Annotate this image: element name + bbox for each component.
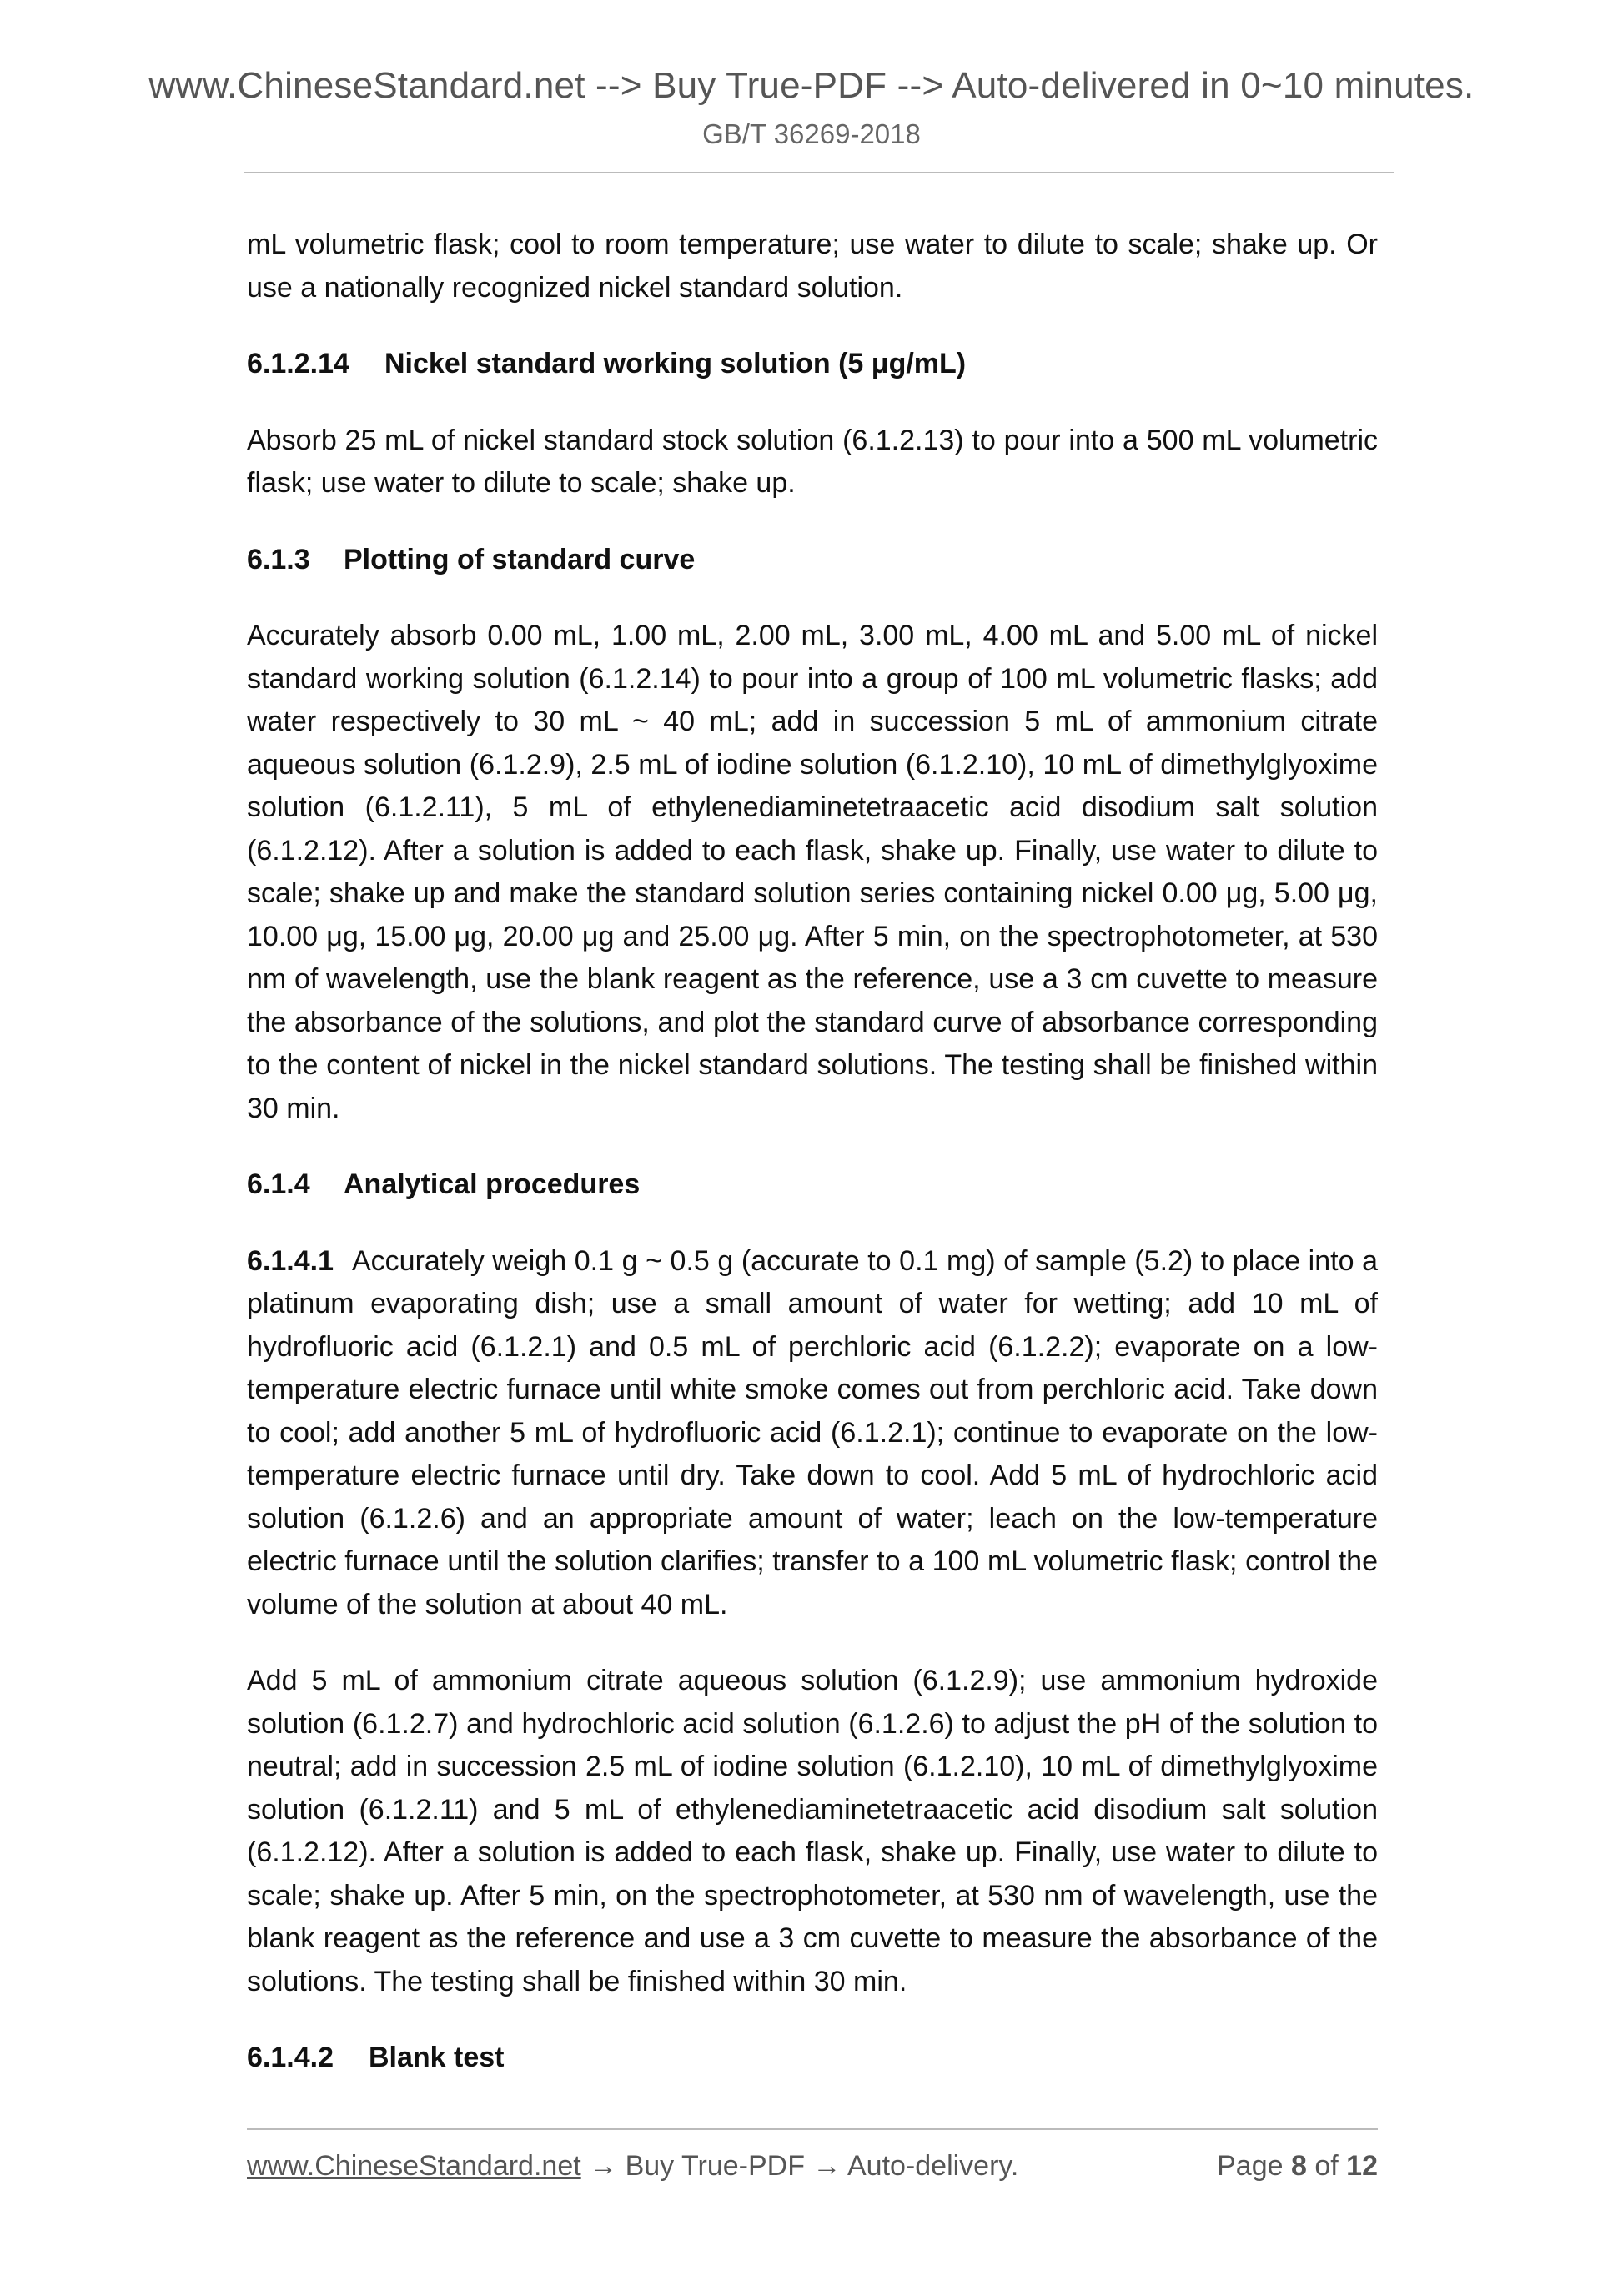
section-number: 6.1.4.2 [247,2042,334,2073]
section-number: 6.1.2.14 [247,348,349,379]
section-heading-6-1-2-14 [247,343,1378,386]
footer-promo-text: → Buy True-PDF → Auto-delivery. [580,2150,1019,2182]
paragraph-standard-curve: Accurately absorb 0.00 mL, 1.00 mL, 2.00 mL, 3.00 mL, 4.00 mL and 5.00 mL of nickel standard working solution (6.1.2.14) to pour into a group of 100 mL volumetric flasks; add water respectively to 30 mL ~ 40 mL; add in succession 5 mL of ammonium citrate aqueous solution (6.1.2.9), 2.5 mL of iodine solution (6.1.2.10), 10 mL of dimethylglyoxime solution (6.1.2.11), 5 mL of ethylenediaminetetraacetic acid disodium salt solution (6.1.2.12). After a solution is added to each flask, shake up. Finally, use water to dilute to scale; shake up and make the standard solution series containing nickel 0.00 μg, 5.00 μg, 10.00 μg, 15.00 μg, 20.00 μg and 25.00 μg. After 5 min, on the spectrophotometer, at 530 nm of wavelength, use the blank reagent as the reference, use a 3 cm cuvette to measure the absorbance of the solutions, and plot the standard curve of absorbance corresponding to the content of nickel in the nickel standard solutions. The testing shall be finished within 30 min. [247,620,1378,1124]
section-title: Blank test [369,2042,505,2073]
section-heading-6-1-4-2 [247,2037,1378,2080]
footer-promo [247,2150,1018,2183]
section-title: Plotting of standard curve [344,543,696,575]
header-divider [244,172,1394,173]
footer-divider [247,2128,1378,2130]
section-number: 6.1.4 [247,1168,310,1200]
document-code: GB/T 36269-2018 [702,118,921,149]
document-body [247,224,1378,2113]
paragraph-ammonium-citrate: Add 5 mL of ammonium citrate aqueous solution (6.1.2.9); use ammonium hydroxide solution (6.1.2.7) and hydrochloric acid solution (6.1.2.6) to adjust the pH of the solution to neutral; add in succession 2.5 mL of iodine solution (6.1.2.10), 10 mL of dimethylglyoxime solution (6.1.2.11) and 5 mL of ethylenediaminetetraacetic acid disodium salt solution (6.1.2.12). After a solution is added to each flask, shake up. Finally, use water to dilute to scale; shake up. After 5 min, on the spectrophotometer, at 530 nm of wavelength, use the blank reagent as the reference and use a 3 cm cuvette to measure the absorbance of the solutions. The testing shall be finished within 30 min. [247,1665,1378,1997]
section-title: Analytical procedures [344,1168,641,1200]
paragraph-continuation: mL volumetric flask; cool to room temperature; use water to dilute to scale; shake up. Or use a nationally recognized nickel standard solution. [247,229,1378,304]
page-number [1217,2150,1378,2183]
paragraph-working-solution: Absorb 25 mL of nickel standard stock solution (6.1.2.13) to pour into a 500 mL volumetric flask; use water to dilute to scale; shake up. [247,424,1378,499]
section-number: 6.1.3 [247,543,310,575]
section-heading-6-1-4 [247,1163,1378,1207]
page-total: 12 [1346,2150,1378,2182]
section-heading-6-1-3 [247,539,1378,582]
page-current: 8 [1290,2150,1307,2182]
footer-website-link[interactable]: www.ChineseStandard.net [247,2150,581,2182]
page-label: Page [1217,2150,1284,2182]
clause-number: 6.1.4.1 [247,1244,334,1277]
header-banner: www.ChineseStandard.net --> Buy True-PDF --> Auto-delivered in 0~10 minutes. [148,65,1475,106]
clause-text: Accurately weigh 0.1 g ~ 0.5 g (accurate to 0.1 mg) of sample (5.2) to place into a platinum evaporating dish; use a small amount of water for wetting; add 10 mL of hydrofluoric acid (6.1.2.1) and 0.5 mL of perchloric acid (6.1.2.2); evaporate on a low-temperature electric furnace until white smoke comes out from perchloric acid. Take down to cool; add another 5 mL of hydrofluoric acid (6.1.2.1); continue to evaporate on the low-temperature electric furnace until dry. Take down to cool. Add 5 mL of hydrochloric acid solution (6.1.2.6) and an appropriate amount of water; leach on the low-temperature electric furnace until the solution clarifies; transfer to a 100 mL volumetric flask; control the volume of the solution at about 40 mL. [247,1244,1378,1620]
paragraph-6-1-4-1 [247,1240,1378,1627]
section-title: Nickel standard working solution (5 μg/mL) [384,348,967,379]
page-of: of [1314,2150,1339,2182]
